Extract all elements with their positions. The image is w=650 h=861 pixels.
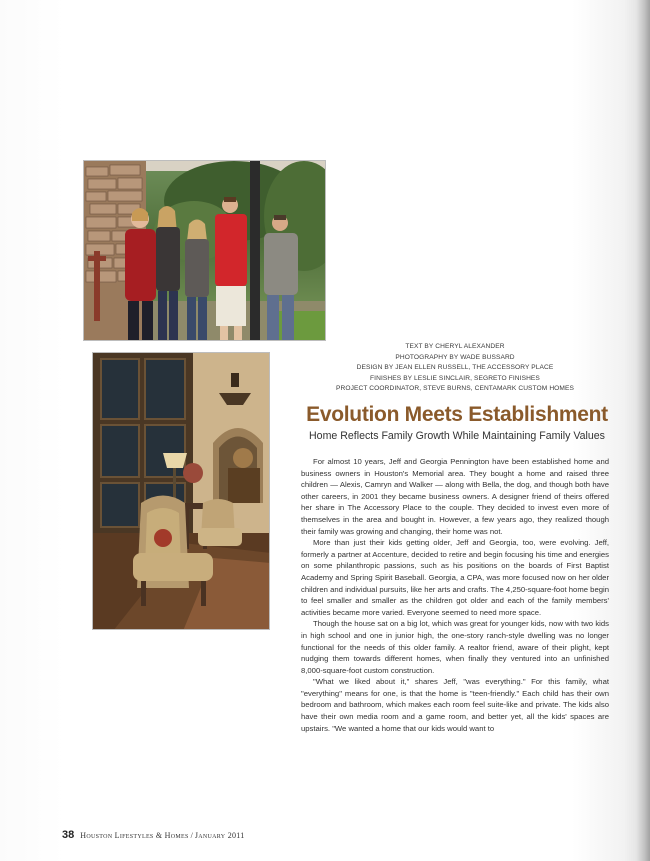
credit-line: PROJECT COORDINATOR, STEVE BURNS, CENTAMARK CUSTOM HOMES — [336, 385, 574, 393]
body-paragraph: More than just their kids getting older, Jeff and Georgia, too, were evolving. Jeff, formerly a partner at Accenture, decided to retire and begin focusing his time and energies on some philanthropic passions, such as his positions on the boards of First Baptist Academy and Spring Spirit Baseball. Georgia, a CPA, was more focused now on her older children and individual pursuits, like her arts and crafts. The 4,250-square-foot home begin to feel smaller and smaller as the children got older and each of the family members' activities became more varied. Everyone seemed to need more space. — [301, 538, 609, 617]
family-photo — [83, 160, 326, 341]
article-body — [301, 456, 609, 734]
article-credits — [300, 342, 610, 395]
family-photo-drawing — [84, 161, 326, 341]
interior-photo-drawing — [93, 353, 270, 630]
issue-date: January 2011 — [194, 831, 245, 840]
credit-line: DESIGN BY JEAN ELLEN RUSSELL, THE ACCESSORY PLACE — [356, 364, 554, 372]
body-paragraph: For almost 10 years, Jeff and Georgia Pennington have been established home and business owners in Houston's Memorial area. They bought a home and raised three children — Alexis, Camryn and Walker — along with Bella, the dog, and though both have other careers, in 2001 they became business owners. A designer friend of theirs offered her share in The Accessory Place to the couple. They decided to invest even more of themselves in the area and bought in. However, a few years ago, they realized though their family was growing and changing, their home was not. — [301, 457, 609, 536]
article-subhead: Home Reflects Family Growth While Maintaining Family Values — [309, 430, 605, 442]
credit-line: FINISHES BY LESLIE SINCLAIR, SEGRETO FINISHES — [370, 374, 540, 382]
page-binding-shadow — [636, 0, 650, 861]
page-number: 38 — [62, 829, 75, 841]
body-paragraph: Though the house sat on a big lot, which was great for younger kids, now with two kids in high school and one in junior high, the one-story ranch-style dwelling was no longer functional for the needs of this older family. A realtor friend, aware of their plight, kept nudging them towards different homes, when finally they ventured into an unfinished 8,000-square-foot custom construction. — [301, 619, 609, 675]
credit-line: PHOTOGRAPHY BY WADE BUSSARD — [395, 353, 515, 361]
credit-line: TEXT BY CHERYL ALEXANDER — [405, 343, 505, 350]
publication-name: Houston Lifestyles & Homes — [80, 831, 189, 840]
interior-photo — [92, 352, 270, 630]
body-paragraph: "What we liked about it," shares Jeff, "was everything." For this family, what "everything" means for one, is that the home is "teen-friendly." Each child has their own bedroom and bathroom, which makes each room feel suite-like and private. The kids also have their own media room and a game room, and better yet, all the kids' spaces are upstairs. "We wanted a home that our kids would want to — [301, 677, 609, 733]
article-headline: Evolution Meets Establishment — [306, 403, 608, 426]
bleed-through-text — [135, 88, 141, 114]
footer-separator: / — [188, 831, 195, 840]
page-footer — [62, 829, 245, 841]
